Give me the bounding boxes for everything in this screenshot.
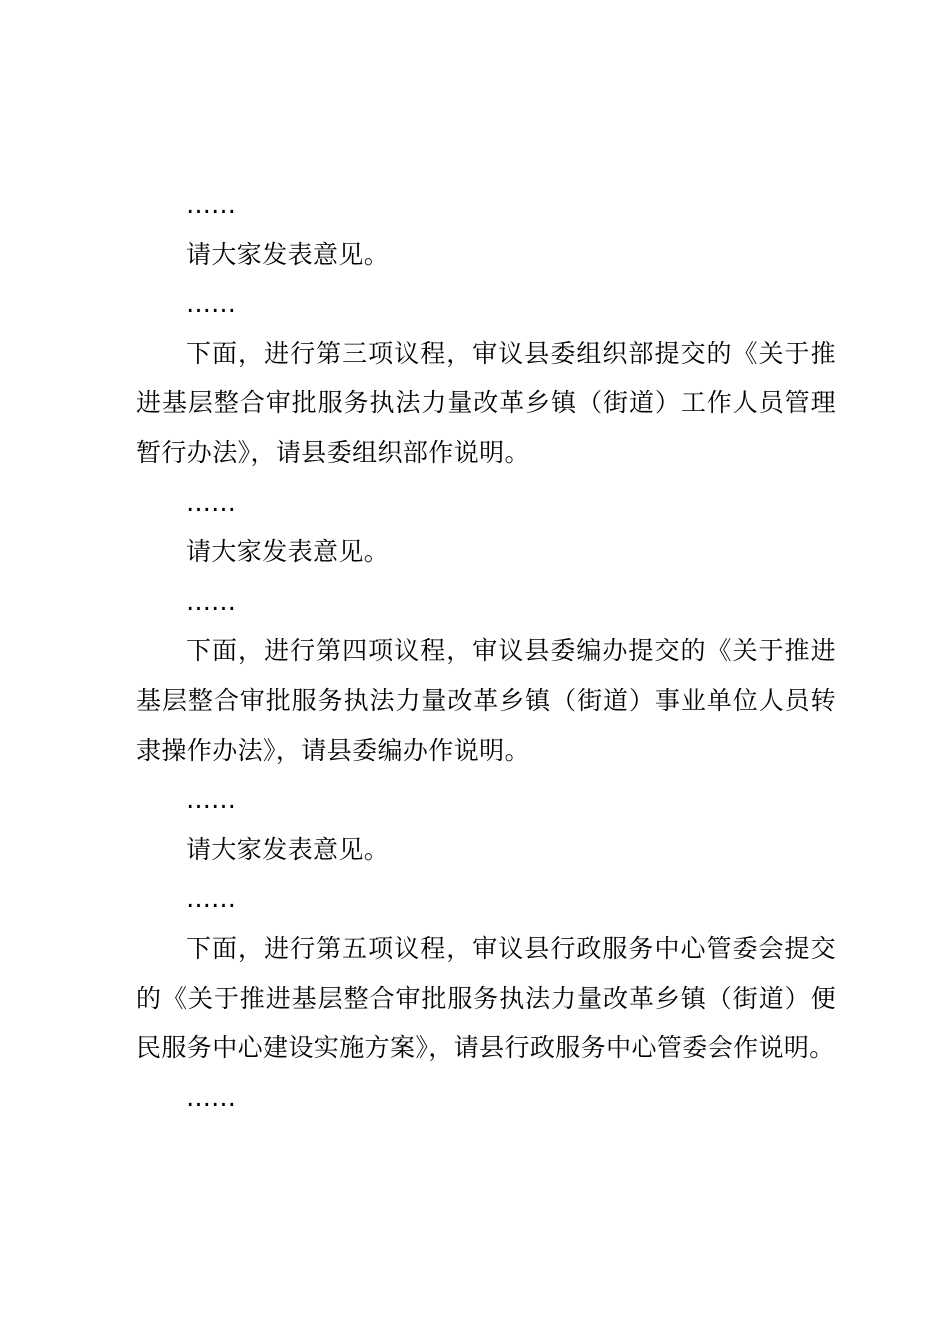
agenda-item-4-paragraph: 下面，进行第四项议程，审议县委编办提交的《关于推进基层整合审批服务执法力量改革乡镇（街道）事业单位人员转隶操作办法》，请县委编办作说明。 [136, 636, 836, 765]
ellipsis-line: …… [186, 190, 236, 219]
ellipsis-line: …… [186, 884, 236, 914]
ellipsis-line: …… [186, 1082, 236, 1112]
agenda-item-5-paragraph: 下面，进行第五项议程，审议县行政服务中心管委会提交的《关于推进基层整合审批服务执法力量改革乡镇（街道）便民服务中心建设实施方案》，请县行政服务中心管委会作说明。 [136, 933, 836, 1063]
agenda-item-3-paragraph: 下面，进行第三项议程，审议县委组织部提交的《关于推进基层整合审批服务执法力量改革乡镇（街道）工作人员管理暂行办法》，请县委组织部作说明。 [136, 338, 836, 467]
invite-opinions-paragraph: 请大家发表意见。 [186, 537, 390, 567]
invite-opinions-paragraph: 请大家发表意见。 [186, 239, 390, 269]
ellipsis-line: …… [186, 586, 236, 616]
ellipsis-line: …… [186, 487, 236, 517]
ellipsis-line: …… [186, 289, 236, 319]
invite-opinions-paragraph: 请大家发表意见。 [186, 834, 390, 864]
document-body [136, 180, 836, 1122]
ellipsis-line: …… [186, 785, 236, 815]
